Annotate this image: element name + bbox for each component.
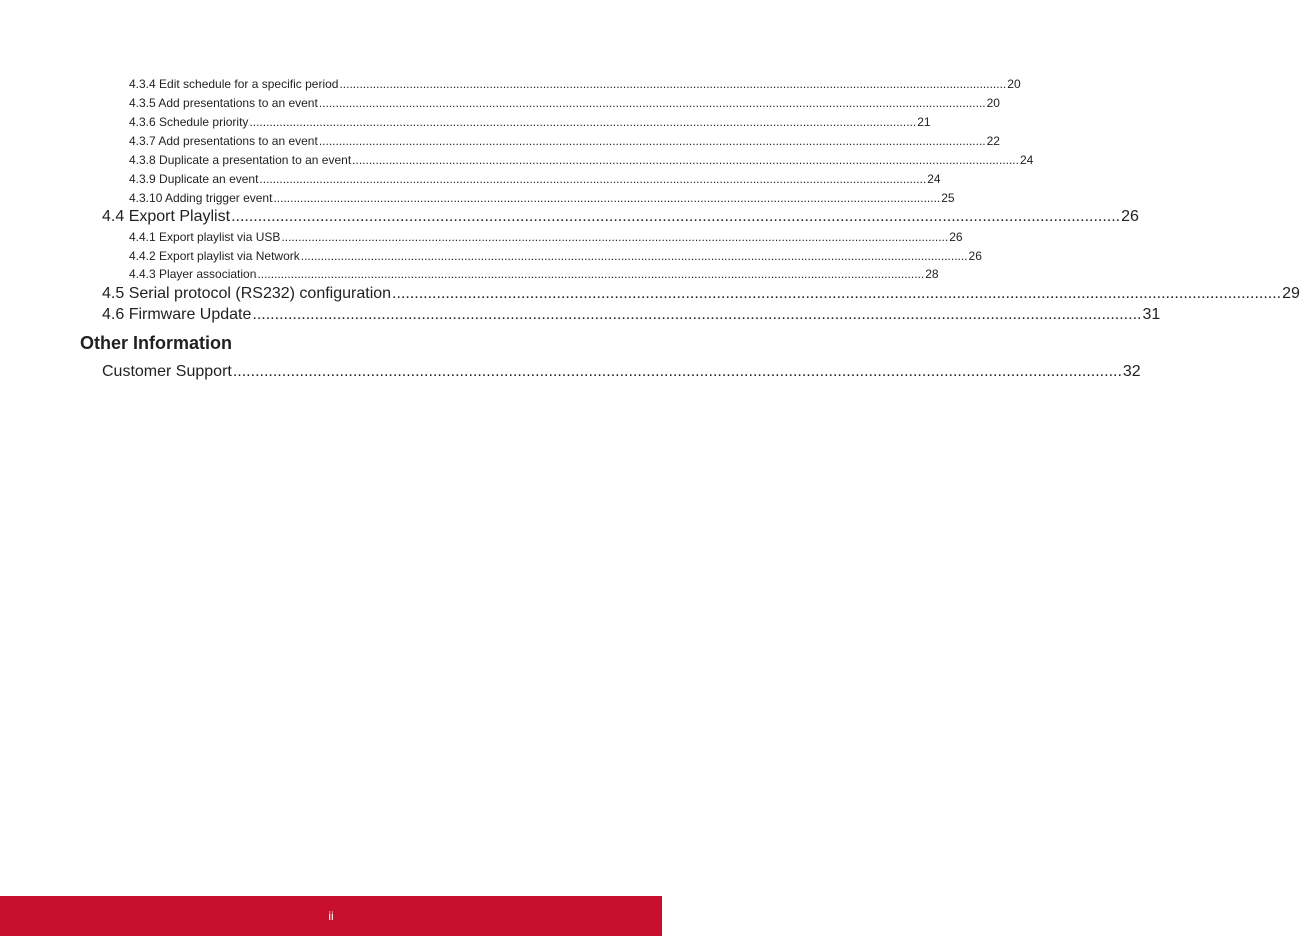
toc-entry-4-6[interactable] [102,306,1161,324]
toc-dot-leader: ........................................................................................................................................................................................................ [259,172,927,186]
toc-dot-leader: ........................................................................................................................................................................................................ [352,153,1019,167]
toc-entry-title: 4.4.2 Export playlist via Network [129,249,300,263]
toc-entry-page: 21 [917,115,931,129]
toc-entry-4-3-10[interactable] [129,191,955,205]
toc-entry-title: 4.4.3 Player association [129,267,257,281]
toc-entry-4-3-5[interactable] [129,96,1000,110]
toc-dot-leader: ........................................................................................................................................................................................................ [231,208,1121,225]
toc-entry-title: 4.3.8 Duplicate a presentation to an event [129,153,352,167]
toc-dot-leader: ........................................................................................................................................................................................................ [232,363,1122,380]
toc-dot-leader: ........................................................................................................................................................................................................ [300,249,968,263]
toc-entry-page: 29 [1282,285,1300,302]
toc-entry-4-5[interactable] [102,285,1300,303]
toc-entry-title: 4.3.4 Edit schedule for a specific period [129,77,339,91]
toc-entry-page: 26 [968,249,982,263]
toc-entry-page: 26 [949,230,963,244]
toc-dot-leader: ........................................................................................................................................................................................................ [252,306,1142,323]
toc-entry-4-4-3[interactable] [129,267,939,281]
toc-entry-title: 4.3.9 Duplicate an event [129,172,259,186]
toc-entry-title: 4.4.1 Export playlist via USB [129,230,281,244]
toc-entry-page: 20 [1007,77,1021,91]
toc-entry-page: 24 [1019,153,1034,167]
toc-entry-customer-support[interactable] [102,363,1141,381]
page-number: ii [328,909,334,923]
toc-entry-page: 26 [1121,208,1139,225]
toc-entry-4-4[interactable] [102,208,1139,226]
toc-entry-4-4-1[interactable] [129,230,963,244]
toc-entry-4-3-8[interactable] [129,153,1034,167]
toc-entry-title: 4.4 Export Playlist [102,208,231,225]
toc-entry-title: 4.3.10 Adding trigger event [129,191,273,205]
toc-dot-leader: ........................................................................................................................................................................................................ [339,77,1007,91]
toc-entry-4-3-4[interactable] [129,77,1021,91]
toc-dot-leader: ........................................................................................................................................................................................................ [257,267,925,281]
toc-entry-4-3-6[interactable] [129,115,931,129]
toc-entry-title: 4.3.6 Schedule priority [129,115,249,129]
toc-dot-leader: ........................................................................................................................................................................................................ [273,191,941,205]
toc-entry-page: 25 [941,191,955,205]
toc-entry-4-4-2[interactable] [129,249,982,263]
toc-entry-page: 32 [1122,363,1141,380]
toc-entry-title: 4.3.5 Add presentations to an event [129,96,318,110]
toc-entry-title: 4.3.7 Add presentations to an event [129,134,318,148]
toc-entry-page: 28 [925,267,939,281]
toc-entry-title: 4.6 Firmware Update [102,306,252,323]
toc-dot-leader: ........................................................................................................................................................................................................ [392,285,1282,302]
toc-entry-title: Customer Support [102,363,232,380]
toc-entry-page: 22 [986,134,1000,148]
toc-entry-page: 31 [1142,306,1161,323]
toc-entry-page: 24 [927,172,941,186]
toc-dot-leader: ........................................................................................................................................................................................................ [318,96,986,110]
toc-dot-leader: ........................................................................................................................................................................................................ [281,230,949,244]
footer-bar [0,896,662,936]
other-information-heading: Other Information [80,333,232,353]
toc-entry-4-3-9[interactable] [129,172,941,186]
toc-dot-leader: ........................................................................................................................................................................................................ [318,134,986,148]
toc-entry-title: 4.5 Serial protocol (RS232) configuration [102,285,392,302]
toc-entry-page: 20 [986,96,1000,110]
toc-dot-leader: ........................................................................................................................................................................................................ [249,115,917,129]
toc-entry-4-3-7[interactable] [129,134,1000,148]
